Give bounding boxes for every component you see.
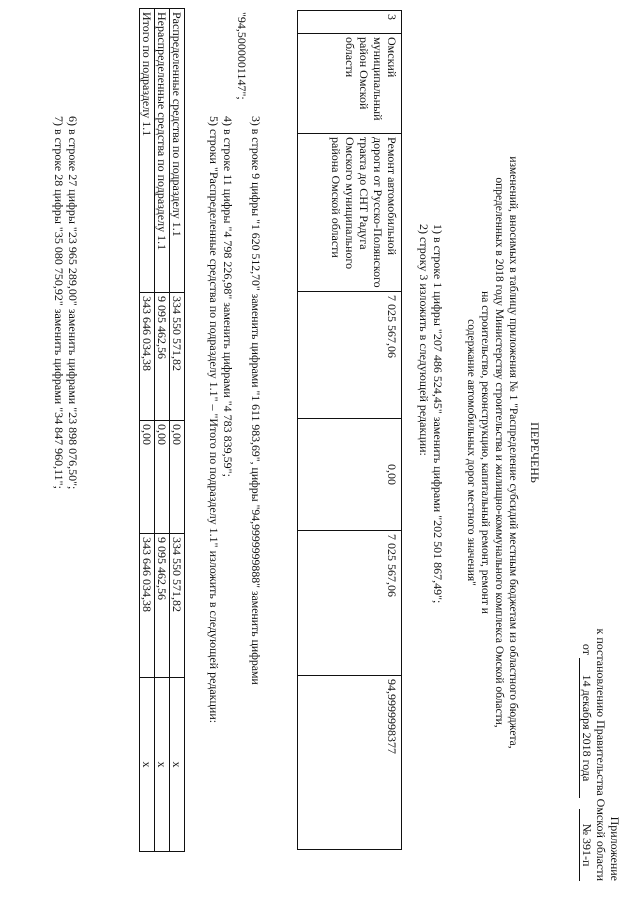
title-line-3: на строительство, реконструкцию, капитальный ремонт, ремонт и bbox=[479, 291, 491, 614]
summary-value-a: 9 095 462,56 bbox=[155, 293, 170, 421]
row3-number: 3 bbox=[298, 11, 402, 34]
summary-value-d: x bbox=[155, 678, 170, 852]
item-5: 5) строки "Распределенные средства по подразделу 1.1" – "Итого по подразделу 1.1" изложить в следующей редакции: bbox=[207, 116, 221, 724]
item-6: 6) в строке 27 цифры "23 965 289,00" заменить цифрами "23 898 076,50"; bbox=[66, 116, 80, 490]
date-line bbox=[579, 481, 594, 881]
summary-label: Нераспределенные средства по подразделу 1.1 bbox=[155, 9, 170, 293]
row3-value-4: 94,9999998377 bbox=[298, 676, 402, 850]
title-line-1: изменений, вносимых в таблицу приложения № 1 "Распределение субсидий местным бюджетам из областного бюджета, bbox=[507, 156, 519, 749]
summary-label: Распределенные средства по подразделу 1.1 bbox=[170, 9, 185, 293]
from-label: от bbox=[580, 643, 594, 655]
title-line-2: определенных в 2018 году Министерству строительства и жилищно-коммунального комплекса Омской области, bbox=[493, 177, 505, 728]
row3-value-2: 0,00 bbox=[298, 419, 402, 531]
row3-table bbox=[297, 10, 402, 850]
title-line-4: содержание автомобильных дорог местного значения" bbox=[465, 319, 477, 586]
summary-value-c: 9 095 462,56 bbox=[155, 534, 170, 678]
table-row bbox=[155, 9, 170, 852]
row3-value-1: 7 025 567,06 bbox=[298, 292, 402, 419]
table-row bbox=[140, 9, 155, 852]
table-row bbox=[170, 9, 185, 852]
summary-value-b: 0,00 bbox=[170, 421, 185, 534]
summary-value-a: 334 550 571,82 bbox=[170, 293, 185, 421]
summary-value-a: 343 646 034,38 bbox=[140, 293, 155, 421]
resolution-number: № 391-п bbox=[579, 809, 594, 881]
row3-value-3: 7 025 567,06 bbox=[298, 531, 402, 676]
summary-value-b: 0,00 bbox=[155, 421, 170, 534]
item-1: 1) в строке 1 цифры "207 486 524,45" заменить цифрами "202 501 867,49"; bbox=[431, 224, 445, 604]
table-row bbox=[298, 11, 402, 850]
summary-table bbox=[139, 8, 185, 852]
summary-label: Итого по подразделу 1.1 bbox=[140, 9, 155, 293]
document-title: ПЕРЕЧЕНЬ bbox=[528, 422, 542, 483]
row3-object: Ремонт автомобильной дороги от Русско-Полянского тракта до СНТ Радуга Омского муниципального района Омской области bbox=[298, 134, 402, 292]
summary-value-c: 343 646 034,38 bbox=[140, 534, 155, 678]
item-3: 3) в строке 9 цифры "1 620 512,70" заменить цифрами "1 611 983,69", цифры "94,9999999888" заменить цифрами bbox=[249, 116, 263, 685]
item-2: 2) строку 3 изложить в следующей редакции: bbox=[417, 224, 431, 456]
item-3-continued: "94,5000001147"; bbox=[235, 12, 249, 100]
summary-value-d: x bbox=[140, 678, 155, 852]
summary-value-d: x bbox=[170, 678, 185, 852]
item-4: 4) в строке 11 цифры "4 798 226,98" заменить цифрами "4 783 839,59"; bbox=[221, 116, 235, 477]
summary-value-c: 334 550 571,82 bbox=[170, 534, 185, 678]
appendix-label: Приложение bbox=[608, 816, 622, 881]
item-7: 7) в строке 28 цифры "35 080 750,92" заменить цифрами "34 847 960,11"; bbox=[52, 116, 66, 489]
resolution-date: 14 декабря 2018 года bbox=[579, 658, 594, 798]
resolution-label: к постановлению Правительства Омской области bbox=[594, 628, 608, 881]
summary-value-b: 0,00 bbox=[140, 421, 155, 534]
row3-district: Омский муниципальный район Омской области bbox=[298, 34, 402, 134]
